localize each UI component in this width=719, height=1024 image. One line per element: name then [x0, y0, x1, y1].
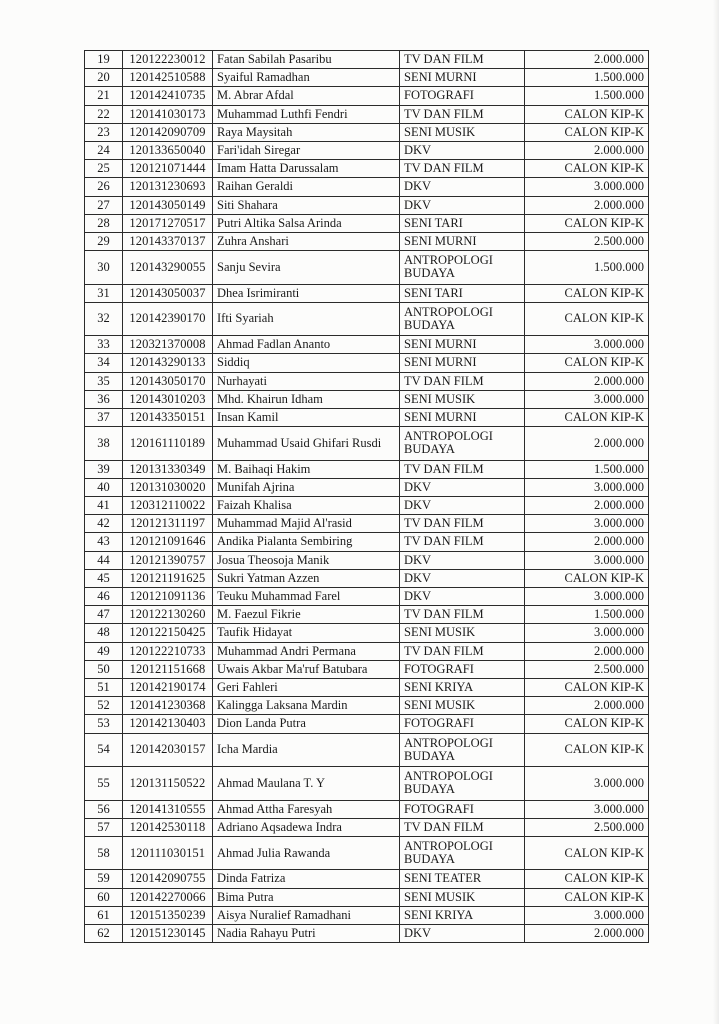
student-name: Andika Pialanta Sembiring — [213, 533, 400, 551]
study-program: DKV — [400, 497, 525, 515]
fee-amount: CALON KIP-K — [525, 836, 649, 870]
study-program: DKV — [400, 588, 525, 606]
row-number: 21 — [85, 87, 123, 105]
student-table-body — [85, 51, 649, 943]
student-name: Ahmad Julia Rawanda — [213, 836, 400, 870]
study-program: TV DAN FILM — [400, 642, 525, 660]
fee-amount: 2.000.000 — [525, 372, 649, 390]
study-program: SENI MUSIK — [400, 390, 525, 408]
table-row — [85, 697, 649, 715]
student-id: 120143350151 — [123, 409, 213, 427]
student-id: 120312110022 — [123, 497, 213, 515]
fee-amount: 2.000.000 — [525, 642, 649, 660]
study-program: SENI MUSIK — [400, 123, 525, 141]
row-number: 40 — [85, 478, 123, 496]
table-row — [85, 178, 649, 196]
table-row — [85, 123, 649, 141]
student-id: 120161110189 — [123, 427, 213, 461]
study-program: TV DAN FILM — [400, 818, 525, 836]
student-name: Raya Maysitah — [213, 123, 400, 141]
row-number: 26 — [85, 178, 123, 196]
student-name: Uwais Akbar Ma'ruf Batubara — [213, 660, 400, 678]
table-row — [85, 460, 649, 478]
study-program: DKV — [400, 141, 525, 159]
study-program: SENI MURNI — [400, 336, 525, 354]
table-row — [85, 569, 649, 587]
student-id: 120121191625 — [123, 569, 213, 587]
table-row — [85, 69, 649, 87]
student-id: 120143290055 — [123, 251, 213, 285]
study-program: DKV — [400, 478, 525, 496]
student-id: 120142190174 — [123, 678, 213, 696]
table-row — [85, 533, 649, 551]
fee-amount: 1.500.000 — [525, 251, 649, 285]
row-number: 56 — [85, 800, 123, 818]
study-program: TV DAN FILM — [400, 105, 525, 123]
fee-amount: CALON KIP-K — [525, 160, 649, 178]
student-name: Bima Putra — [213, 888, 400, 906]
student-id: 120142530118 — [123, 818, 213, 836]
student-name: Dinda Fatriza — [213, 870, 400, 888]
table-row — [85, 354, 649, 372]
student-name: Faizah Khalisa — [213, 497, 400, 515]
student-id: 120321370008 — [123, 336, 213, 354]
fee-amount: 2.000.000 — [525, 51, 649, 69]
fee-amount: 2.500.000 — [525, 818, 649, 836]
fee-amount: 1.500.000 — [525, 460, 649, 478]
fee-amount: 2.000.000 — [525, 141, 649, 159]
student-name: Ahmad Maulana T. Y — [213, 767, 400, 801]
fee-amount: 2.000.000 — [525, 533, 649, 551]
row-number: 24 — [85, 141, 123, 159]
study-program: DKV — [400, 551, 525, 569]
table-row — [85, 800, 649, 818]
row-number: 36 — [85, 390, 123, 408]
table-row — [85, 105, 649, 123]
table-row — [85, 733, 649, 767]
study-program: ANTROPOLOGI BUDAYA — [400, 427, 525, 461]
fee-amount: 3.000.000 — [525, 390, 649, 408]
student-id: 120131330349 — [123, 460, 213, 478]
row-number: 25 — [85, 160, 123, 178]
student-id: 120121071444 — [123, 160, 213, 178]
row-number: 47 — [85, 606, 123, 624]
student-id: 120141310555 — [123, 800, 213, 818]
row-number: 37 — [85, 409, 123, 427]
student-name: Ahmad Fadlan Ananto — [213, 336, 400, 354]
row-number: 48 — [85, 624, 123, 642]
student-name: Aisya Nuralief Ramadhani — [213, 906, 400, 924]
row-number: 58 — [85, 836, 123, 870]
table-row — [85, 372, 649, 390]
student-name: Sanju Sevira — [213, 251, 400, 285]
fee-amount: CALON KIP-K — [525, 715, 649, 733]
student-name: Kalingga Laksana Mardin — [213, 697, 400, 715]
student-id: 120131150522 — [123, 767, 213, 801]
table-row — [85, 390, 649, 408]
table-row — [85, 427, 649, 461]
student-id: 120131030020 — [123, 478, 213, 496]
study-program: TV DAN FILM — [400, 51, 525, 69]
study-program: TV DAN FILM — [400, 160, 525, 178]
student-id: 120121390757 — [123, 551, 213, 569]
table-row — [85, 767, 649, 801]
table-row — [85, 906, 649, 924]
student-id: 120122150425 — [123, 624, 213, 642]
student-name: Dion Landa Putra — [213, 715, 400, 733]
student-name: Taufik Hidayat — [213, 624, 400, 642]
study-program: SENI KRIYA — [400, 906, 525, 924]
student-id: 120143050149 — [123, 196, 213, 214]
fee-amount: 2.000.000 — [525, 697, 649, 715]
fee-amount: 3.000.000 — [525, 336, 649, 354]
fee-amount: CALON KIP-K — [525, 870, 649, 888]
student-id: 120121091136 — [123, 588, 213, 606]
table-row — [85, 624, 649, 642]
fee-amount: 3.000.000 — [525, 551, 649, 569]
student-name: Nadia Rahayu Putri — [213, 924, 400, 942]
student-name: Siti Shahara — [213, 196, 400, 214]
student-name: Fatan Sabilah Pasaribu — [213, 51, 400, 69]
fee-amount: 1.500.000 — [525, 69, 649, 87]
row-number: 22 — [85, 105, 123, 123]
student-name: Ifti Syariah — [213, 302, 400, 336]
table-row — [85, 141, 649, 159]
table-row — [85, 196, 649, 214]
student-id: 120121151668 — [123, 660, 213, 678]
fee-amount: 2.000.000 — [525, 497, 649, 515]
student-id: 120141030173 — [123, 105, 213, 123]
student-id: 120122230012 — [123, 51, 213, 69]
student-name: Nurhayati — [213, 372, 400, 390]
table-row — [85, 606, 649, 624]
study-program: ANTROPOLOGI BUDAYA — [400, 836, 525, 870]
row-number: 46 — [85, 588, 123, 606]
row-number: 29 — [85, 232, 123, 250]
student-name: Muhammad Majid Al'rasid — [213, 515, 400, 533]
study-program: ANTROPOLOGI BUDAYA — [400, 302, 525, 336]
row-number: 20 — [85, 69, 123, 87]
student-name: Imam Hatta Darussalam — [213, 160, 400, 178]
row-number: 33 — [85, 336, 123, 354]
student-id: 120142270066 — [123, 888, 213, 906]
study-program: SENI MUSIK — [400, 624, 525, 642]
student-name: Putri Altika Salsa Arinda — [213, 214, 400, 232]
fee-amount: CALON KIP-K — [525, 302, 649, 336]
study-program: SENI MURNI — [400, 232, 525, 250]
study-program: SENI MUSIK — [400, 697, 525, 715]
row-number: 52 — [85, 697, 123, 715]
row-number: 45 — [85, 569, 123, 587]
student-id: 120141230368 — [123, 697, 213, 715]
row-number: 23 — [85, 123, 123, 141]
student-name: Fari'idah Siregar — [213, 141, 400, 159]
student-name: Dhea Isrimiranti — [213, 284, 400, 302]
study-program: SENI TARI — [400, 214, 525, 232]
fee-amount: 3.000.000 — [525, 906, 649, 924]
student-id: 120131230693 — [123, 178, 213, 196]
study-program: SENI TEATER — [400, 870, 525, 888]
study-program: DKV — [400, 196, 525, 214]
row-number: 19 — [85, 51, 123, 69]
fee-amount: CALON KIP-K — [525, 569, 649, 587]
student-id: 120142130403 — [123, 715, 213, 733]
table-row — [85, 336, 649, 354]
table-row — [85, 232, 649, 250]
student-id: 120142090755 — [123, 870, 213, 888]
student-id: 120151350239 — [123, 906, 213, 924]
study-program: SENI KRIYA — [400, 678, 525, 696]
student-name: M. Faezul Fikrie — [213, 606, 400, 624]
table-row — [85, 551, 649, 569]
student-id: 120121091646 — [123, 533, 213, 551]
study-program: FOTOGRAFI — [400, 660, 525, 678]
student-id: 120143050037 — [123, 284, 213, 302]
student-name: Syaiful Ramadhan — [213, 69, 400, 87]
row-number: 39 — [85, 460, 123, 478]
fee-amount: CALON KIP-K — [525, 733, 649, 767]
table-row — [85, 818, 649, 836]
table-row — [85, 678, 649, 696]
student-id: 120142410735 — [123, 87, 213, 105]
fee-amount: CALON KIP-K — [525, 409, 649, 427]
fee-amount: CALON KIP-K — [525, 888, 649, 906]
row-number: 31 — [85, 284, 123, 302]
row-number: 34 — [85, 354, 123, 372]
row-number: 43 — [85, 533, 123, 551]
student-id: 120171270517 — [123, 214, 213, 232]
student-id: 120143050170 — [123, 372, 213, 390]
row-number: 28 — [85, 214, 123, 232]
student-name: Zuhra Anshari — [213, 232, 400, 250]
fee-amount: CALON KIP-K — [525, 214, 649, 232]
row-number: 53 — [85, 715, 123, 733]
row-number: 41 — [85, 497, 123, 515]
table-row — [85, 588, 649, 606]
student-id: 120122130260 — [123, 606, 213, 624]
student-name: Ahmad Attha Faresyah — [213, 800, 400, 818]
table-row — [85, 214, 649, 232]
row-number: 38 — [85, 427, 123, 461]
row-number: 51 — [85, 678, 123, 696]
student-name: Adriano Aqsadewa Indra — [213, 818, 400, 836]
fee-amount: 2.000.000 — [525, 924, 649, 942]
student-name: M. Baihaqi Hakim — [213, 460, 400, 478]
table-row — [85, 51, 649, 69]
table-row — [85, 87, 649, 105]
student-name: Icha Mardia — [213, 733, 400, 767]
student-id: 120143290133 — [123, 354, 213, 372]
fee-amount: 2.500.000 — [525, 660, 649, 678]
table-row — [85, 642, 649, 660]
student-id: 120133650040 — [123, 141, 213, 159]
study-program: ANTROPOLOGI BUDAYA — [400, 733, 525, 767]
study-program: SENI MURNI — [400, 409, 525, 427]
fee-amount: 3.000.000 — [525, 800, 649, 818]
study-program: DKV — [400, 178, 525, 196]
student-id: 120121311197 — [123, 515, 213, 533]
student-table — [84, 50, 649, 943]
row-number: 55 — [85, 767, 123, 801]
fee-amount: 2.000.000 — [525, 427, 649, 461]
table-row — [85, 251, 649, 285]
row-number: 27 — [85, 196, 123, 214]
student-id: 120122210733 — [123, 642, 213, 660]
table-row — [85, 160, 649, 178]
fee-amount: 2.500.000 — [525, 232, 649, 250]
study-program: SENI MUSIK — [400, 888, 525, 906]
fee-amount: CALON KIP-K — [525, 354, 649, 372]
row-number: 57 — [85, 818, 123, 836]
row-number: 59 — [85, 870, 123, 888]
study-program: ANTROPOLOGI BUDAYA — [400, 251, 525, 285]
study-program: TV DAN FILM — [400, 515, 525, 533]
study-program: DKV — [400, 569, 525, 587]
row-number: 49 — [85, 642, 123, 660]
student-id: 120111030151 — [123, 836, 213, 870]
table-row — [85, 870, 649, 888]
student-name: Mhd. Khairun Idham — [213, 390, 400, 408]
fee-amount: CALON KIP-K — [525, 678, 649, 696]
table-row — [85, 478, 649, 496]
study-program: TV DAN FILM — [400, 533, 525, 551]
student-name: Muhammad Luthfi Fendri — [213, 105, 400, 123]
study-program: DKV — [400, 924, 525, 942]
study-program: SENI MURNI — [400, 354, 525, 372]
row-number: 32 — [85, 302, 123, 336]
student-id: 120143010203 — [123, 390, 213, 408]
student-id: 120142510588 — [123, 69, 213, 87]
student-name: Muhammad Usaid Ghifari Rusdi — [213, 427, 400, 461]
student-name: M. Abrar Afdal — [213, 87, 400, 105]
table-row — [85, 715, 649, 733]
student-name: Muhammad Andri Permana — [213, 642, 400, 660]
table-row — [85, 924, 649, 942]
fee-amount: 3.000.000 — [525, 178, 649, 196]
fee-amount: 3.000.000 — [525, 588, 649, 606]
study-program: SENI TARI — [400, 284, 525, 302]
study-program: FOTOGRAFI — [400, 800, 525, 818]
student-id: 120142030157 — [123, 733, 213, 767]
row-number: 44 — [85, 551, 123, 569]
student-name: Teuku Muhammad Farel — [213, 588, 400, 606]
table-row — [85, 515, 649, 533]
study-program: FOTOGRAFI — [400, 87, 525, 105]
student-id: 120142390170 — [123, 302, 213, 336]
fee-amount: CALON KIP-K — [525, 105, 649, 123]
fee-amount: CALON KIP-K — [525, 123, 649, 141]
student-id: 120143370137 — [123, 232, 213, 250]
fee-amount: 1.500.000 — [525, 87, 649, 105]
student-name: Insan Kamil — [213, 409, 400, 427]
study-program: TV DAN FILM — [400, 460, 525, 478]
study-program: TV DAN FILM — [400, 606, 525, 624]
row-number: 62 — [85, 924, 123, 942]
student-name: Geri Fahleri — [213, 678, 400, 696]
row-number: 54 — [85, 733, 123, 767]
fee-amount: 3.000.000 — [525, 624, 649, 642]
student-name: Sukri Yatman Azzen — [213, 569, 400, 587]
table-row — [85, 497, 649, 515]
row-number: 42 — [85, 515, 123, 533]
table-row — [85, 888, 649, 906]
student-id: 120151230145 — [123, 924, 213, 942]
table-row — [85, 284, 649, 302]
student-name: Siddiq — [213, 354, 400, 372]
fee-amount: 1.500.000 — [525, 606, 649, 624]
fee-amount: 2.000.000 — [525, 196, 649, 214]
row-number: 50 — [85, 660, 123, 678]
table-row — [85, 836, 649, 870]
table-row — [85, 409, 649, 427]
row-number: 35 — [85, 372, 123, 390]
fee-amount: 3.000.000 — [525, 478, 649, 496]
study-program: FOTOGRAFI — [400, 715, 525, 733]
study-program: TV DAN FILM — [400, 372, 525, 390]
student-name: Raihan Geraldi — [213, 178, 400, 196]
page-edge-shadow — [713, 0, 719, 1024]
row-number: 61 — [85, 906, 123, 924]
study-program: ANTROPOLOGI BUDAYA — [400, 767, 525, 801]
table-row — [85, 302, 649, 336]
student-name: Munifah Ajrina — [213, 478, 400, 496]
student-id: 120142090709 — [123, 123, 213, 141]
table-row — [85, 660, 649, 678]
row-number: 30 — [85, 251, 123, 285]
student-name: Josua Theosoja Manik — [213, 551, 400, 569]
row-number: 60 — [85, 888, 123, 906]
study-program: SENI MURNI — [400, 69, 525, 87]
fee-amount: 3.000.000 — [525, 515, 649, 533]
fee-amount: CALON KIP-K — [525, 284, 649, 302]
fee-amount: 3.000.000 — [525, 767, 649, 801]
